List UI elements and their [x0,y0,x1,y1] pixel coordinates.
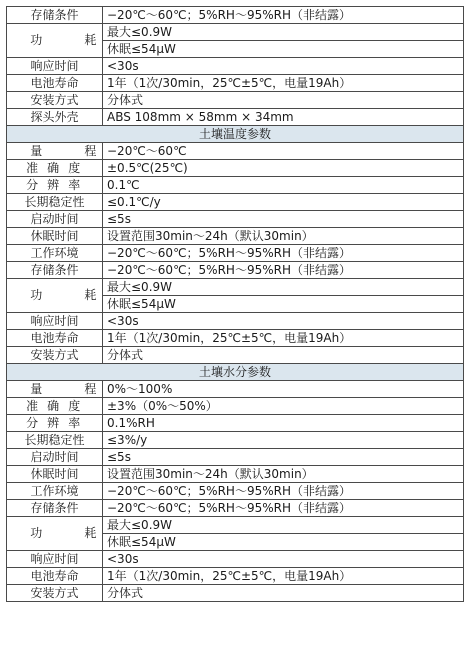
resolution-label: 分 辨 率 [7,177,103,194]
table-row [7,313,464,330]
response-value: <30s [103,551,464,568]
install-label: 安装方式 [7,347,103,364]
stability-label: 长期稳定性 [7,432,103,449]
accuracy-label: 准 确 度 [7,398,103,415]
accuracy-value: ±3%（0%～50%） [103,398,464,415]
table-row [7,279,464,296]
table-row [7,75,464,92]
range-value: −20℃～60℃ [103,143,464,160]
stability-label: 长期稳定性 [7,194,103,211]
table-row [7,551,464,568]
work-env-value: −20℃～60℃；5%RH～95%RH（非结露） [103,245,464,262]
table-row [7,585,464,602]
power-sleep-value: 休眠≤54μW [103,296,464,313]
resolution-value: 0.1%RH [103,415,464,432]
install-value: 分体式 [103,92,464,109]
table-row [7,500,464,517]
accuracy-label: 准 确 度 [7,160,103,177]
battery-label: 电池寿命 [7,330,103,347]
table-row [7,262,464,279]
power-max-value: 最大≤0.9W [103,517,464,534]
probe-label: 探头外壳 [7,109,103,126]
sleep-value: 设置范围30min～24h（默认30min） [103,466,464,483]
table-row [7,58,464,75]
storage-value: −20℃～60℃；5%RH～95%RH（非结露） [103,500,464,517]
response-value: <30s [103,313,464,330]
battery-value: 1年（1次/30min，25℃±5℃，电量19Ah） [103,330,464,347]
power-label: 功 耗 [7,279,103,313]
table-row [7,24,464,41]
battery-value: 1年（1次/30min，25℃±5℃，电量19Ah） [103,568,464,585]
response-label: 响应时间 [7,313,103,330]
table-row [7,245,464,262]
section-header-temperature [7,126,464,143]
storage-label: 存储条件 [7,7,103,24]
table-row [7,160,464,177]
battery-value: 1年（1次/30min，25℃±5℃，电量19Ah） [103,75,464,92]
table-row [7,398,464,415]
sleep-label: 休眠时间 [7,228,103,245]
power-label: 功 耗 [7,24,103,58]
probe-value: ABS 108mm × 58mm × 34mm [103,109,464,126]
temperature-section-title: 土壤温度参数 [7,126,464,143]
table-row [7,7,464,24]
table-row [7,109,464,126]
spec-table [6,6,464,602]
table-row [7,330,464,347]
stability-value: ≤3%/y [103,432,464,449]
table-row [7,449,464,466]
storage-value: −20℃～60℃；5%RH～95%RH（非结露） [103,262,464,279]
resolution-value: 0.1℃ [103,177,464,194]
table-row [7,228,464,245]
table-row [7,143,464,160]
table-row [7,194,464,211]
work-env-label: 工作环境 [7,483,103,500]
table-row [7,347,464,364]
table-row [7,483,464,500]
resolution-label: 分 辨 率 [7,415,103,432]
install-value: 分体式 [103,585,464,602]
power-sleep-value: 休眠≤54μW [103,534,464,551]
work-env-label: 工作环境 [7,245,103,262]
storage-label: 存储条件 [7,500,103,517]
install-label: 安装方式 [7,585,103,602]
battery-label: 电池寿命 [7,568,103,585]
install-label: 安装方式 [7,92,103,109]
storage-label: 存储条件 [7,262,103,279]
table-row [7,211,464,228]
power-sleep-value: 休眠≤54μW [103,41,464,58]
startup-value: ≤5s [103,211,464,228]
sleep-label: 休眠时间 [7,466,103,483]
startup-value: ≤5s [103,449,464,466]
table-row [7,381,464,398]
table-row [7,466,464,483]
range-value: 0%～100% [103,381,464,398]
power-max-value: 最大≤0.9W [103,279,464,296]
work-env-value: −20℃～60℃；5%RH～95%RH（非结露） [103,483,464,500]
startup-label: 启动时间 [7,211,103,228]
accuracy-value: ±0.5℃(25℃) [103,160,464,177]
storage-value: −20℃～60℃；5%RH～95%RH（非结露） [103,7,464,24]
battery-label: 电池寿命 [7,75,103,92]
table-row [7,568,464,585]
stability-value: ≤0.1℃/y [103,194,464,211]
table-row [7,432,464,449]
power-max-value: 最大≤0.9W [103,24,464,41]
response-label: 响应时间 [7,551,103,568]
response-label: 响应时间 [7,58,103,75]
table-row [7,177,464,194]
install-value: 分体式 [103,347,464,364]
sleep-value: 设置范围30min～24h（默认30min） [103,228,464,245]
response-value: <30s [103,58,464,75]
table-row [7,92,464,109]
table-row [7,517,464,534]
startup-label: 启动时间 [7,449,103,466]
table-row [7,415,464,432]
range-label: 量 程 [7,381,103,398]
moisture-section-title: 土壤水分参数 [7,364,464,381]
section-header-moisture [7,364,464,381]
power-label: 功 耗 [7,517,103,551]
range-label: 量 程 [7,143,103,160]
